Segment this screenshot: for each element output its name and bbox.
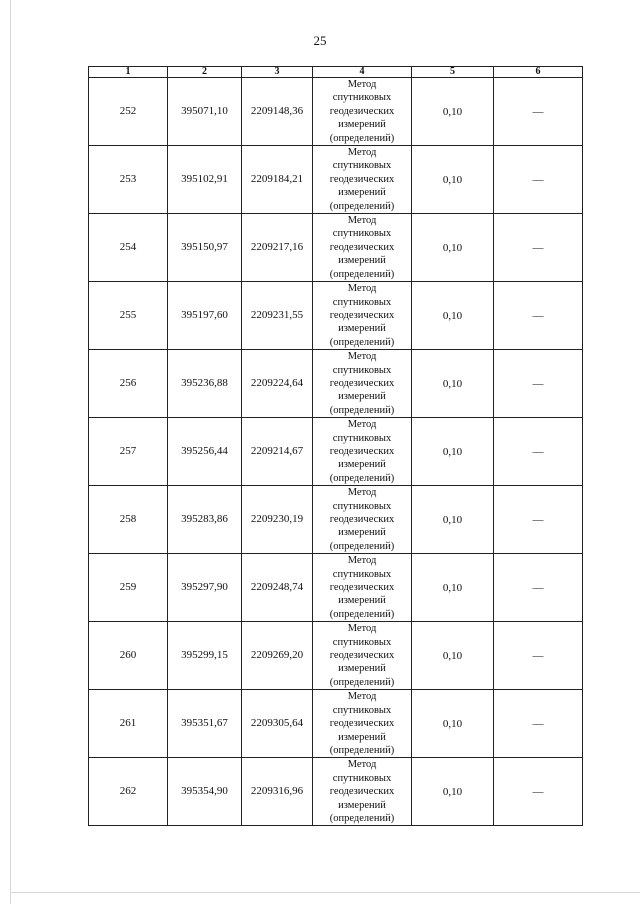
note-cell [494,146,583,214]
note-dash: — [532,582,544,595]
y-coordinate-cell: 2209305,64 [242,690,313,758]
x-coordinate-cell: 395197,60 [168,282,242,350]
accuracy-cell [412,418,494,486]
note-cell [494,282,583,350]
note-cell [494,622,583,690]
method-line: измерений [338,323,386,335]
method-line: спутниковых [332,364,392,376]
point-number-cell: 259 [89,554,168,622]
table-row [89,418,583,486]
y-coordinate-cell: 2209217,16 [242,214,313,282]
method-line: Метод [347,351,377,363]
table-row [89,690,583,758]
method-line: геодезических [329,241,395,253]
point-number-cell: 252 [89,78,168,146]
accuracy-value: 0,10 [442,106,463,118]
note-cell [494,214,583,282]
point-number-cell: 256 [89,350,168,418]
y-coordinate-cell: 2209214,67 [242,418,313,486]
method-line: (определений) [329,608,395,620]
method-cell [313,758,412,826]
method-line: Метод [347,215,377,227]
accuracy-cell [412,690,494,758]
note-dash: — [532,106,544,118]
coordinates-table-container [88,66,582,826]
note-dash: — [532,786,544,799]
x-coordinate-cell: 395351,67 [168,690,242,758]
method-line: спутниковых [332,160,392,172]
column-header-6: 6 [494,67,583,78]
accuracy-cell [412,758,494,826]
table-header-row [89,67,583,78]
method-line: (определений) [329,540,395,552]
method-line: измерений [338,799,386,811]
accuracy-cell [412,78,494,146]
table-row [89,554,583,622]
method-line: Метод [347,555,377,567]
method-line: Метод [347,147,377,159]
method-line: измерений [338,119,386,131]
page-number: 25 [313,33,327,48]
accuracy-value: 0,10 [442,242,463,255]
note-cell [494,690,583,758]
point-number-cell: 255 [89,282,168,350]
method-line: (определений) [329,268,395,280]
method-cell [313,418,412,486]
note-dash: — [532,174,544,187]
method-line: Метод [347,283,377,295]
note-cell [494,758,583,826]
point-number-cell: 261 [89,690,168,758]
column-header-3: 3 [242,67,313,78]
y-coordinate-cell: 2209269,20 [242,622,313,690]
accuracy-cell [412,214,494,282]
method-cell [313,554,412,622]
point-number-cell: 260 [89,622,168,690]
y-coordinate-cell: 2209224,64 [242,350,313,418]
method-line: геодезических [329,786,395,798]
x-coordinate-cell: 395299,15 [168,622,242,690]
x-coordinate-cell: 395256,44 [168,418,242,486]
note-cell [494,554,583,622]
accuracy-cell [412,622,494,690]
method-line: (определений) [329,200,395,212]
accuracy-value: 0,10 [442,786,463,799]
method-cell [313,146,412,214]
method-cell [313,486,412,554]
method-line: спутниковых [332,772,392,784]
method-line: геодезических [329,105,395,117]
table-row [89,282,583,350]
accuracy-value: 0,10 [442,310,463,323]
scan-bottom-edge [10,892,640,893]
method-line: спутниковых [332,500,392,512]
method-line: (определений) [329,404,395,416]
method-line: спутниковых [332,228,392,240]
accuracy-cell [412,554,494,622]
method-cell [313,690,412,758]
note-dash: — [532,718,544,731]
point-number-cell: 258 [89,486,168,554]
note-cell [494,350,583,418]
method-line: измерений [338,731,386,743]
note-dash: — [532,378,544,391]
accuracy-cell [412,486,494,554]
x-coordinate-cell: 395102,91 [168,146,242,214]
coordinates-table [88,66,583,826]
y-coordinate-cell: 2209316,96 [242,758,313,826]
method-line: Метод [347,623,377,635]
method-line: геодезических [329,650,395,662]
method-line: измерений [338,187,386,199]
x-coordinate-cell: 395283,86 [168,486,242,554]
method-cell [313,78,412,146]
table-row [89,758,583,826]
point-number-cell: 254 [89,214,168,282]
method-line: спутниковых [332,432,392,444]
point-number-cell: 262 [89,758,168,826]
method-cell [313,214,412,282]
x-coordinate-cell: 395297,90 [168,554,242,622]
point-number-cell: 253 [89,146,168,214]
method-line: (определений) [329,744,395,756]
accuracy-cell [412,146,494,214]
method-line: спутниковых [332,296,392,308]
accuracy-cell [412,282,494,350]
method-line: Метод [347,79,377,90]
note-cell [494,78,583,146]
method-cell [313,622,412,690]
column-header-4: 4 [313,67,412,78]
x-coordinate-cell: 395236,88 [168,350,242,418]
y-coordinate-cell: 2209248,74 [242,554,313,622]
accuracy-value: 0,10 [442,650,463,663]
method-line: измерений [338,255,386,267]
accuracy-value: 0,10 [442,582,463,595]
method-line: Метод [347,419,377,431]
x-coordinate-cell: 395150,97 [168,214,242,282]
note-dash: — [532,310,544,323]
method-line: спутниковых [332,568,392,580]
accuracy-value: 0,10 [442,718,463,731]
method-line: геодезических [329,718,395,730]
note-dash: — [532,446,544,459]
method-cell [313,282,412,350]
method-line: спутниковых [332,636,392,648]
method-line: Метод [347,691,377,703]
column-header-5: 5 [412,67,494,78]
accuracy-value: 0,10 [442,446,463,459]
accuracy-value: 0,10 [442,174,463,187]
note-dash: — [532,242,544,255]
table-row [89,214,583,282]
method-line: (определений) [329,472,395,484]
method-line: геодезических [329,445,395,457]
table-row [89,486,583,554]
accuracy-value: 0,10 [442,514,463,527]
note-cell [494,486,583,554]
table-row [89,622,583,690]
note-cell [494,418,583,486]
method-line: (определений) [329,812,395,824]
note-dash: — [532,514,544,527]
accuracy-cell [412,350,494,418]
method-line: геодезических [329,582,395,594]
method-line: Метод [347,759,377,771]
column-header-2: 2 [168,67,242,78]
method-line: спутниковых [332,92,392,104]
method-line: Метод [347,487,377,499]
method-line: спутниковых [332,704,392,716]
method-line: измерений [338,663,386,675]
method-line: геодезических [329,377,395,389]
y-coordinate-cell: 2209231,55 [242,282,313,350]
method-line: геодезических [329,309,395,321]
method-line: измерений [338,459,386,471]
accuracy-value: 0,10 [442,378,463,391]
method-cell [313,350,412,418]
method-line: измерений [338,527,386,539]
x-coordinate-cell: 395354,90 [168,758,242,826]
method-line: (определений) [329,336,395,348]
table-row [89,350,583,418]
x-coordinate-cell: 395071,10 [168,78,242,146]
scan-left-edge [10,0,11,904]
table-body [89,78,583,826]
table-row [89,78,583,146]
y-coordinate-cell: 2209184,21 [242,146,313,214]
y-coordinate-cell: 2209230,19 [242,486,313,554]
method-line: измерений [338,595,386,607]
note-dash: — [532,650,544,663]
method-line: геодезических [329,514,395,525]
table-row [89,146,583,214]
method-line: геодезических [329,173,395,185]
method-line: (определений) [329,132,395,144]
column-header-1: 1 [89,67,168,78]
y-coordinate-cell: 2209148,36 [242,78,313,146]
point-number-cell: 257 [89,418,168,486]
method-line: измерений [338,391,386,403]
method-line: (определений) [329,676,395,688]
